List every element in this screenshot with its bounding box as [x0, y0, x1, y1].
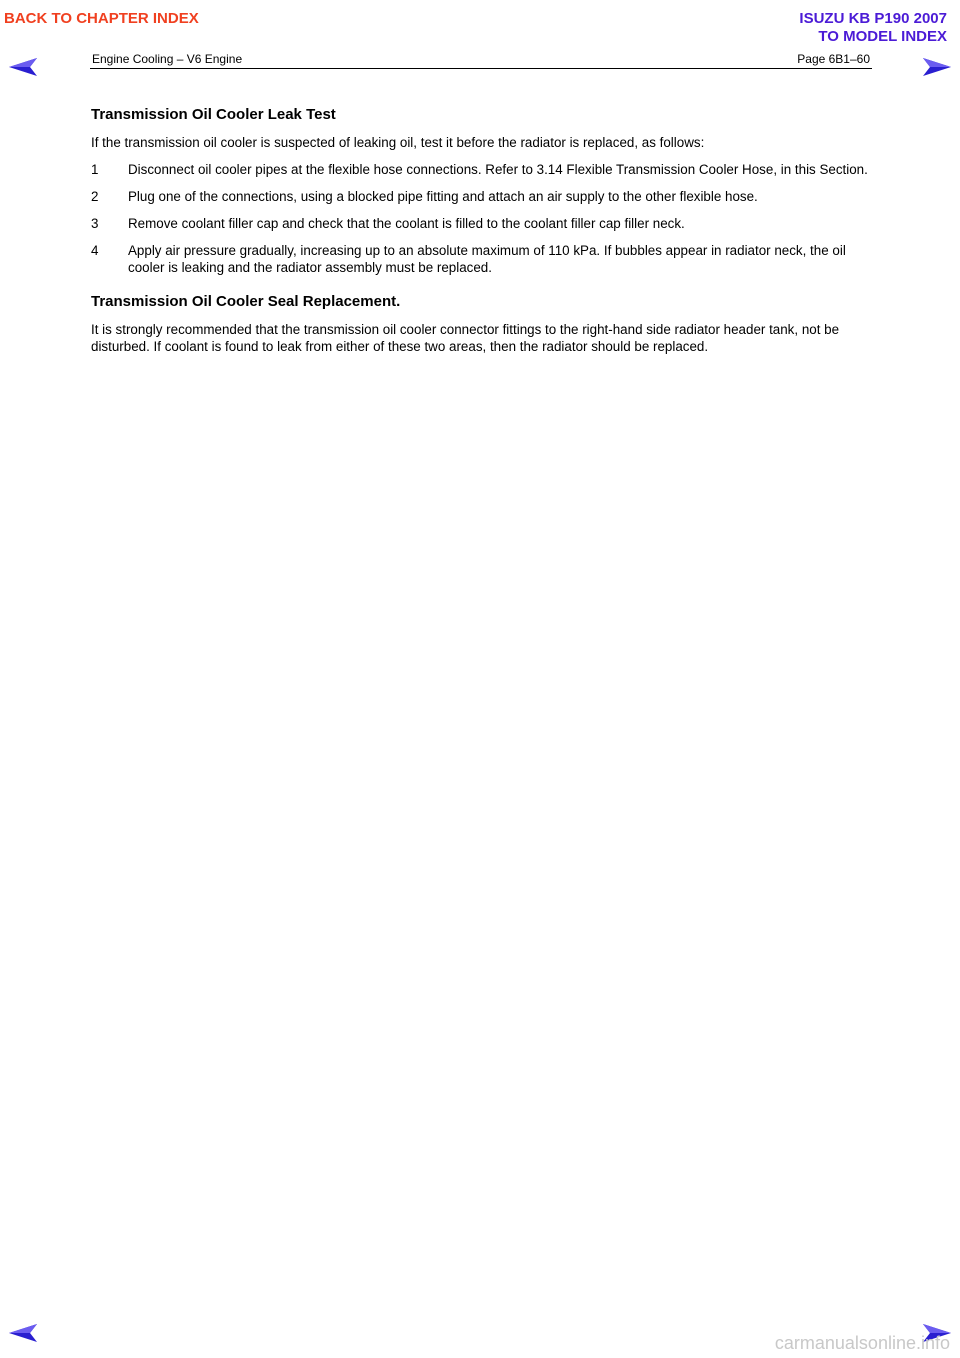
- to-model-index-link[interactable]: TO MODEL INDEX: [818, 28, 947, 45]
- page-number: Page 6B1–60: [797, 52, 870, 66]
- arrow-left-icon[interactable]: [8, 1322, 38, 1344]
- document-body: [91, 105, 873, 365]
- step-number: 2: [91, 189, 99, 204]
- step-item: [91, 242, 873, 276]
- step-text: Apply air pressure gradually, increasing up to an absolute maximum of 110 kPa. If bubbles appear in radiator neck, the oil cooler is leaking and the radiator assembly must be replaced.: [128, 243, 846, 275]
- section-header: Engine Cooling – V6 Engine: [92, 52, 243, 66]
- header-divider: [90, 68, 872, 69]
- step-number: 1: [91, 162, 99, 177]
- seal-replacement-heading: Transmission Oil Cooler Seal Replacement.: [91, 293, 401, 310]
- watermark: carmanualsonline.info: [774, 1333, 950, 1353]
- seal-replacement-section: [91, 292, 873, 355]
- model-title: ISUZU KB P190 2007: [799, 10, 947, 27]
- step-item: [91, 161, 873, 178]
- arrow-right-icon[interactable]: [922, 56, 952, 78]
- arrow-left-icon[interactable]: [8, 56, 38, 78]
- model-index-block: [799, 10, 947, 46]
- step-text: Disconnect oil cooler pipes at the flexible hose connections. Refer to 3.14 Flexible Transmission Cooler Hose, in this Section.: [128, 162, 868, 177]
- step-item: [91, 188, 873, 205]
- step-number: 4: [91, 243, 99, 258]
- step-text: Plug one of the connections, using a blocked pipe fitting and attach an air supply to the other flexible hose.: [128, 189, 758, 204]
- step-item: [91, 215, 873, 232]
- back-to-chapter-index-link[interactable]: BACK TO CHAPTER INDEX: [4, 10, 199, 27]
- step-text: Remove coolant filler cap and check that the coolant is filled to the coolant filler cap filler neck.: [128, 216, 685, 231]
- leak-test-intro: If the transmission oil cooler is suspected of leaking oil, test it before the radiator is replaced, as follows:: [91, 135, 705, 150]
- step-number: 3: [91, 216, 99, 231]
- seal-replacement-body: It is strongly recommended that the transmission oil cooler connector fittings to the right-hand side radiator header tank, not be disturbed. If coolant is found to leak from either of these two areas, then the radiator should be replaced.: [91, 322, 840, 354]
- leak-test-heading: Transmission Oil Cooler Leak Test: [91, 106, 336, 123]
